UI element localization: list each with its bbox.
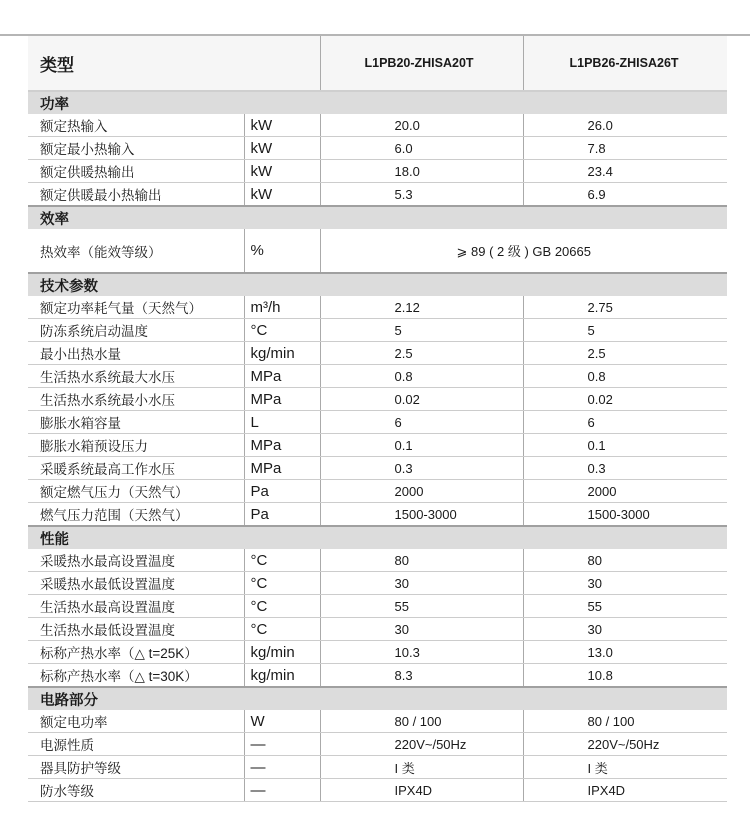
row-label: 生活热水最低设置温度 — [28, 618, 244, 641]
row-value-model-2: 0.02 — [523, 388, 727, 411]
row-value-model-2: 7.8 — [523, 137, 727, 160]
row-value-model-1: 30 — [320, 572, 523, 595]
row-label: 热效率（能效等级） — [28, 229, 244, 273]
row-unit: — — [244, 779, 320, 802]
row-unit: °C — [244, 549, 320, 572]
row-value-model-1: 2.12 — [320, 296, 523, 319]
row-value-model-2: 6 — [523, 411, 727, 434]
model-1-heading: L1PB20-ZHISA20T — [320, 36, 523, 91]
row-value-model-2: 5 — [523, 319, 727, 342]
row-value-model-1: 0.1 — [320, 434, 523, 457]
section-title: 效率 — [28, 206, 727, 229]
row-label: 标称产热水率（△ t=25K） — [28, 641, 244, 664]
row-value-model-2: 23.4 — [523, 160, 727, 183]
section-header-electrical — [28, 687, 727, 710]
row-label: 防冻系统启动温度 — [28, 319, 244, 342]
row-unit: — — [244, 733, 320, 756]
row-label: 额定供暖最小热输出 — [28, 183, 244, 207]
row-value-merged: ⩾ 89 ( 2 级 ) GB 20665 — [320, 229, 727, 273]
section-title: 功率 — [28, 91, 727, 114]
row-value-model-2: 2.5 — [523, 342, 727, 365]
row-value-model-2: 30 — [523, 572, 727, 595]
row-label: 生活热水系统最大水压 — [28, 365, 244, 388]
row-value-model-1: 20.0 — [320, 114, 523, 137]
row-value-model-1: 2000 — [320, 480, 523, 503]
row-value-model-1: 1500-3000 — [320, 503, 523, 527]
row-label: 器具防护等级 — [28, 756, 244, 779]
table-row — [28, 549, 727, 572]
row-value-model-1: 6.0 — [320, 137, 523, 160]
table-row — [28, 779, 727, 802]
row-label: 生活热水最高设置温度 — [28, 595, 244, 618]
row-unit: Pa — [244, 480, 320, 503]
row-unit: MPa — [244, 457, 320, 480]
row-unit: °C — [244, 319, 320, 342]
spec-table — [28, 36, 727, 802]
row-unit: Pa — [244, 503, 320, 527]
section-header-technical — [28, 273, 727, 296]
row-unit: kg/min — [244, 641, 320, 664]
row-value-model-2: I 类 — [523, 756, 727, 779]
table-row — [28, 296, 727, 319]
row-unit: °C — [244, 595, 320, 618]
section-header-efficiency — [28, 206, 727, 229]
row-unit: MPa — [244, 388, 320, 411]
row-unit: kg/min — [244, 342, 320, 365]
row-label: 额定热输入 — [28, 114, 244, 137]
row-label: 膨胀水箱预设压力 — [28, 434, 244, 457]
table-row — [28, 388, 727, 411]
row-value-model-2: 1500-3000 — [523, 503, 727, 527]
table-row — [28, 664, 727, 688]
row-value-model-1: 0.02 — [320, 388, 523, 411]
row-value-model-1: 0.3 — [320, 457, 523, 480]
row-unit: L — [244, 411, 320, 434]
row-value-model-1: 5.3 — [320, 183, 523, 207]
row-value-model-2: 0.3 — [523, 457, 727, 480]
row-value-model-2: 55 — [523, 595, 727, 618]
row-value-model-1: 30 — [320, 618, 523, 641]
row-value-model-2: 10.8 — [523, 664, 727, 688]
table-row — [28, 733, 727, 756]
row-value-model-2: 13.0 — [523, 641, 727, 664]
row-value-model-2: 2.75 — [523, 296, 727, 319]
row-label: 采暖热水最低设置温度 — [28, 572, 244, 595]
row-value-model-1: 80 / 100 — [320, 710, 523, 733]
row-value-model-2: 220V~/50Hz — [523, 733, 727, 756]
row-value-model-1: 10.3 — [320, 641, 523, 664]
table-row — [28, 229, 727, 273]
row-unit: W — [244, 710, 320, 733]
row-value-model-1: 5 — [320, 319, 523, 342]
row-unit: MPa — [244, 434, 320, 457]
row-unit: % — [244, 229, 320, 273]
row-value-model-2: 80 — [523, 549, 727, 572]
row-unit: m³/h — [244, 296, 320, 319]
row-unit: kW — [244, 114, 320, 137]
row-label: 采暖系统最高工作水压 — [28, 457, 244, 480]
row-value-model-1: I 类 — [320, 756, 523, 779]
row-label: 额定电功率 — [28, 710, 244, 733]
table-row — [28, 114, 727, 137]
row-label: 防水等级 — [28, 779, 244, 802]
spec-sheet — [28, 36, 727, 802]
row-value-model-2: 0.8 — [523, 365, 727, 388]
row-label: 燃气压力范围（天然气） — [28, 503, 244, 527]
row-label: 电源性质 — [28, 733, 244, 756]
row-unit: kW — [244, 160, 320, 183]
row-label: 采暖热水最高设置温度 — [28, 549, 244, 572]
table-row — [28, 342, 727, 365]
row-value-model-1: 55 — [320, 595, 523, 618]
row-value-model-1: 80 — [320, 549, 523, 572]
row-value-model-1: IPX4D — [320, 779, 523, 802]
table-row — [28, 480, 727, 503]
table-row — [28, 319, 727, 342]
row-label: 膨胀水箱容量 — [28, 411, 244, 434]
table-row — [28, 183, 727, 207]
row-label: 标称产热水率（△ t=30K） — [28, 664, 244, 688]
table-row — [28, 641, 727, 664]
section-header-power — [28, 91, 727, 114]
table-row — [28, 411, 727, 434]
row-label: 额定燃气压力（天然气） — [28, 480, 244, 503]
section-title: 性能 — [28, 526, 727, 549]
table-row — [28, 365, 727, 388]
row-value-model-2: 80 / 100 — [523, 710, 727, 733]
table-row — [28, 710, 727, 733]
row-label: 额定供暖热输出 — [28, 160, 244, 183]
section-title: 电路部分 — [28, 687, 727, 710]
row-unit: MPa — [244, 365, 320, 388]
table-row — [28, 160, 727, 183]
table-row — [28, 434, 727, 457]
table-row — [28, 756, 727, 779]
row-value-model-2: 0.1 — [523, 434, 727, 457]
table-row — [28, 457, 727, 480]
row-value-model-2: 30 — [523, 618, 727, 641]
row-value-model-1: 220V~/50Hz — [320, 733, 523, 756]
row-unit: kW — [244, 183, 320, 207]
type-heading: 类型 — [28, 36, 320, 91]
row-unit: — — [244, 756, 320, 779]
row-label: 额定最小热输入 — [28, 137, 244, 160]
row-value-model-1: 0.8 — [320, 365, 523, 388]
row-label: 最小出热水量 — [28, 342, 244, 365]
row-label: 生活热水系统最小水压 — [28, 388, 244, 411]
row-unit: kW — [244, 137, 320, 160]
model-2-heading: L1PB26-ZHISA26T — [523, 36, 727, 91]
table-row — [28, 618, 727, 641]
row-unit: °C — [244, 572, 320, 595]
row-unit: kg/min — [244, 664, 320, 688]
row-value-model-2: 26.0 — [523, 114, 727, 137]
row-value-model-2: 2000 — [523, 480, 727, 503]
row-value-model-1: 8.3 — [320, 664, 523, 688]
row-value-model-1: 2.5 — [320, 342, 523, 365]
table-row — [28, 137, 727, 160]
row-value-model-1: 6 — [320, 411, 523, 434]
row-unit: °C — [244, 618, 320, 641]
table-header-row — [28, 36, 727, 91]
row-value-model-2: IPX4D — [523, 779, 727, 802]
section-title: 技术参数 — [28, 273, 727, 296]
row-value-model-1: 18.0 — [320, 160, 523, 183]
table-row — [28, 503, 727, 527]
section-header-performance — [28, 526, 727, 549]
table-row — [28, 572, 727, 595]
row-label: 额定功率耗气量（天然气） — [28, 296, 244, 319]
table-row — [28, 595, 727, 618]
row-value-model-2: 6.9 — [523, 183, 727, 207]
